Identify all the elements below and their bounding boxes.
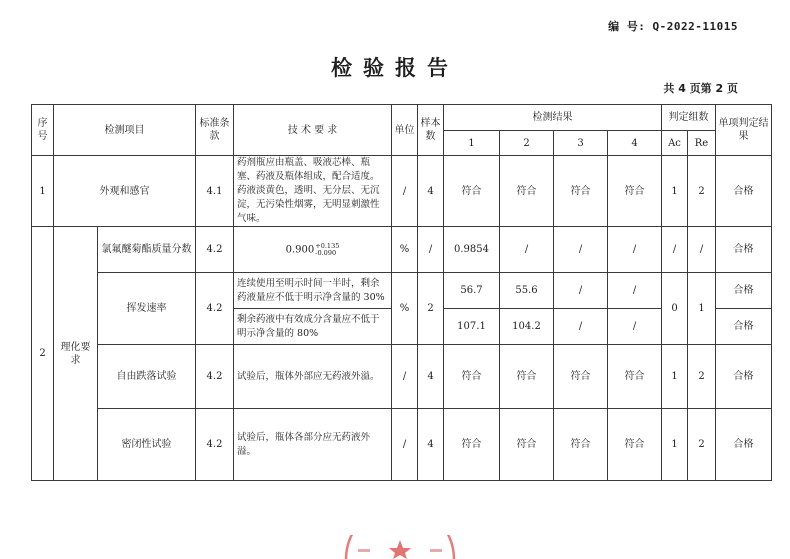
report-serial-number: 编 号: Q-2022-11015 [608, 20, 738, 33]
row1-result-3: 符合 [554, 156, 608, 227]
row1-clause: 4.1 [196, 156, 234, 227]
row4-conclusion: 合格 [716, 345, 772, 409]
row5-item: 密闭性试验 [98, 409, 196, 481]
row1-ac: 1 [662, 156, 688, 227]
header-result-4: 4 [608, 131, 662, 156]
table-row [32, 156, 772, 227]
row2-result-2: / [500, 227, 554, 273]
row3-samples: 2 [418, 273, 444, 345]
row5-result-1: 符合 [444, 409, 500, 481]
row2-tol-minus: -0.090 [315, 248, 337, 257]
row5-unit: / [392, 409, 418, 481]
row4-re: 2 [688, 345, 716, 409]
row4-samples: 4 [418, 345, 444, 409]
row3b-conclusion: 合格 [716, 309, 772, 345]
row3b-result-3: / [554, 309, 608, 345]
row3a-result-1: 56.7 [444, 273, 500, 309]
row2-samples: / [418, 227, 444, 273]
row1-conclusion: 合格 [716, 156, 772, 227]
header-decision: 判定组数 [662, 105, 716, 131]
table-row [32, 273, 772, 309]
row2-req-value: 0.900 [285, 244, 315, 255]
row4-result-3: 符合 [554, 345, 608, 409]
page-info: 共 4 页第 2 页 [663, 82, 738, 95]
row2-tolerance [315, 243, 339, 257]
row2-result-3: / [554, 227, 608, 273]
row5-result-3: 符合 [554, 409, 608, 481]
row1-result-2: 符合 [500, 156, 554, 227]
group2-category: 理化要求 [54, 227, 98, 481]
row2-result-1: 0.9854 [444, 227, 500, 273]
report-title: 检验报告 [331, 56, 459, 80]
row2-ac: / [662, 227, 688, 273]
header-ac: Ac [662, 131, 688, 156]
table-header-row [32, 105, 772, 131]
row1-re: 2 [688, 156, 716, 227]
row5-clause: 4.2 [196, 409, 234, 481]
row5-ac: 1 [662, 409, 688, 481]
row2-requirement [234, 227, 392, 273]
header-result-1: 1 [444, 131, 500, 156]
header-result-2: 2 [500, 131, 554, 156]
row4-ac: 1 [662, 345, 688, 409]
row5-result-2: 符合 [500, 409, 554, 481]
row1-result-1: 符合 [444, 156, 500, 227]
header-samples: 样本数 [418, 105, 444, 156]
table-row [32, 345, 772, 409]
row5-samples: 4 [418, 409, 444, 481]
row2-unit: % [392, 227, 418, 273]
row4-unit: / [392, 345, 418, 409]
row2-item: 氯氟醚菊酯质量分数 [98, 227, 196, 273]
header-unit: 单位 [392, 105, 418, 156]
row5-conclusion: 合格 [716, 409, 772, 481]
row5-result-4: 符合 [608, 409, 662, 481]
row3-re: 1 [688, 273, 716, 345]
row2-re: / [688, 227, 716, 273]
row3a-result-3: / [554, 273, 608, 309]
row2-result-4: / [608, 227, 662, 273]
row3b-result-2: 104.2 [500, 309, 554, 345]
row3a-result-2: 55.6 [500, 273, 554, 309]
row1-item: 外观和感官 [54, 156, 196, 227]
row5-re: 2 [688, 409, 716, 481]
row1-requirement: 药剂瓶应由瓶盖、吸液芯棒、瓶塞、药液及瓶体组成，配合适度。药液淡黄色，透明、无分层、无沉淀，无污染性烟雾，无明显刺激性气味。 [234, 156, 392, 227]
red-seal-stamp [340, 535, 460, 559]
row4-requirement: 试验后，瓶体外部应无药液外溢。 [234, 345, 392, 409]
header-results: 检测结果 [444, 105, 662, 131]
row3a-conclusion: 合格 [716, 273, 772, 309]
row2-tol-plus: +0.135 [315, 241, 340, 250]
table-row [32, 409, 772, 481]
row3-unit: % [392, 273, 418, 345]
row4-result-2: 符合 [500, 345, 554, 409]
header-item: 检测项目 [54, 105, 196, 156]
row1-unit: / [392, 156, 418, 227]
row1-seq: 1 [32, 156, 54, 227]
row5-requirement: 试验后，瓶体各部分应无药液外溢。 [234, 409, 392, 481]
row3-requirement-a: 连续使用至明示时间一半时，剩余药液量应不低于明示净含量的 30% [234, 273, 392, 309]
row1-samples: 4 [418, 156, 444, 227]
row4-result-4: 符合 [608, 345, 662, 409]
inspection-table [31, 104, 772, 481]
row3-requirement-b: 剩余药液中有效成分含量应不低于明示净含量的 80% [234, 309, 392, 345]
row3-ac: 0 [662, 273, 688, 345]
row3b-result-4: / [608, 309, 662, 345]
header-seq: 序号 [32, 105, 54, 156]
header-conclusion: 单项判定结果 [716, 105, 772, 156]
table-row [32, 227, 772, 273]
row2-conclusion: 合格 [716, 227, 772, 273]
header-re: Re [688, 131, 716, 156]
row4-clause: 4.2 [196, 345, 234, 409]
row2-clause: 4.2 [196, 227, 234, 273]
row1-result-4: 符合 [608, 156, 662, 227]
row3-clause: 4.2 [196, 273, 234, 345]
row3-item: 挥发速率 [98, 273, 196, 345]
header-requirement: 技 术 要 求 [234, 105, 392, 156]
group2-seq: 2 [32, 227, 54, 481]
row3b-result-1: 107.1 [444, 309, 500, 345]
row3a-result-4: / [608, 273, 662, 309]
row4-result-1: 符合 [444, 345, 500, 409]
header-clause: 标准条款 [196, 105, 234, 156]
row4-item: 自由跌落试验 [98, 345, 196, 409]
header-result-3: 3 [554, 131, 608, 156]
